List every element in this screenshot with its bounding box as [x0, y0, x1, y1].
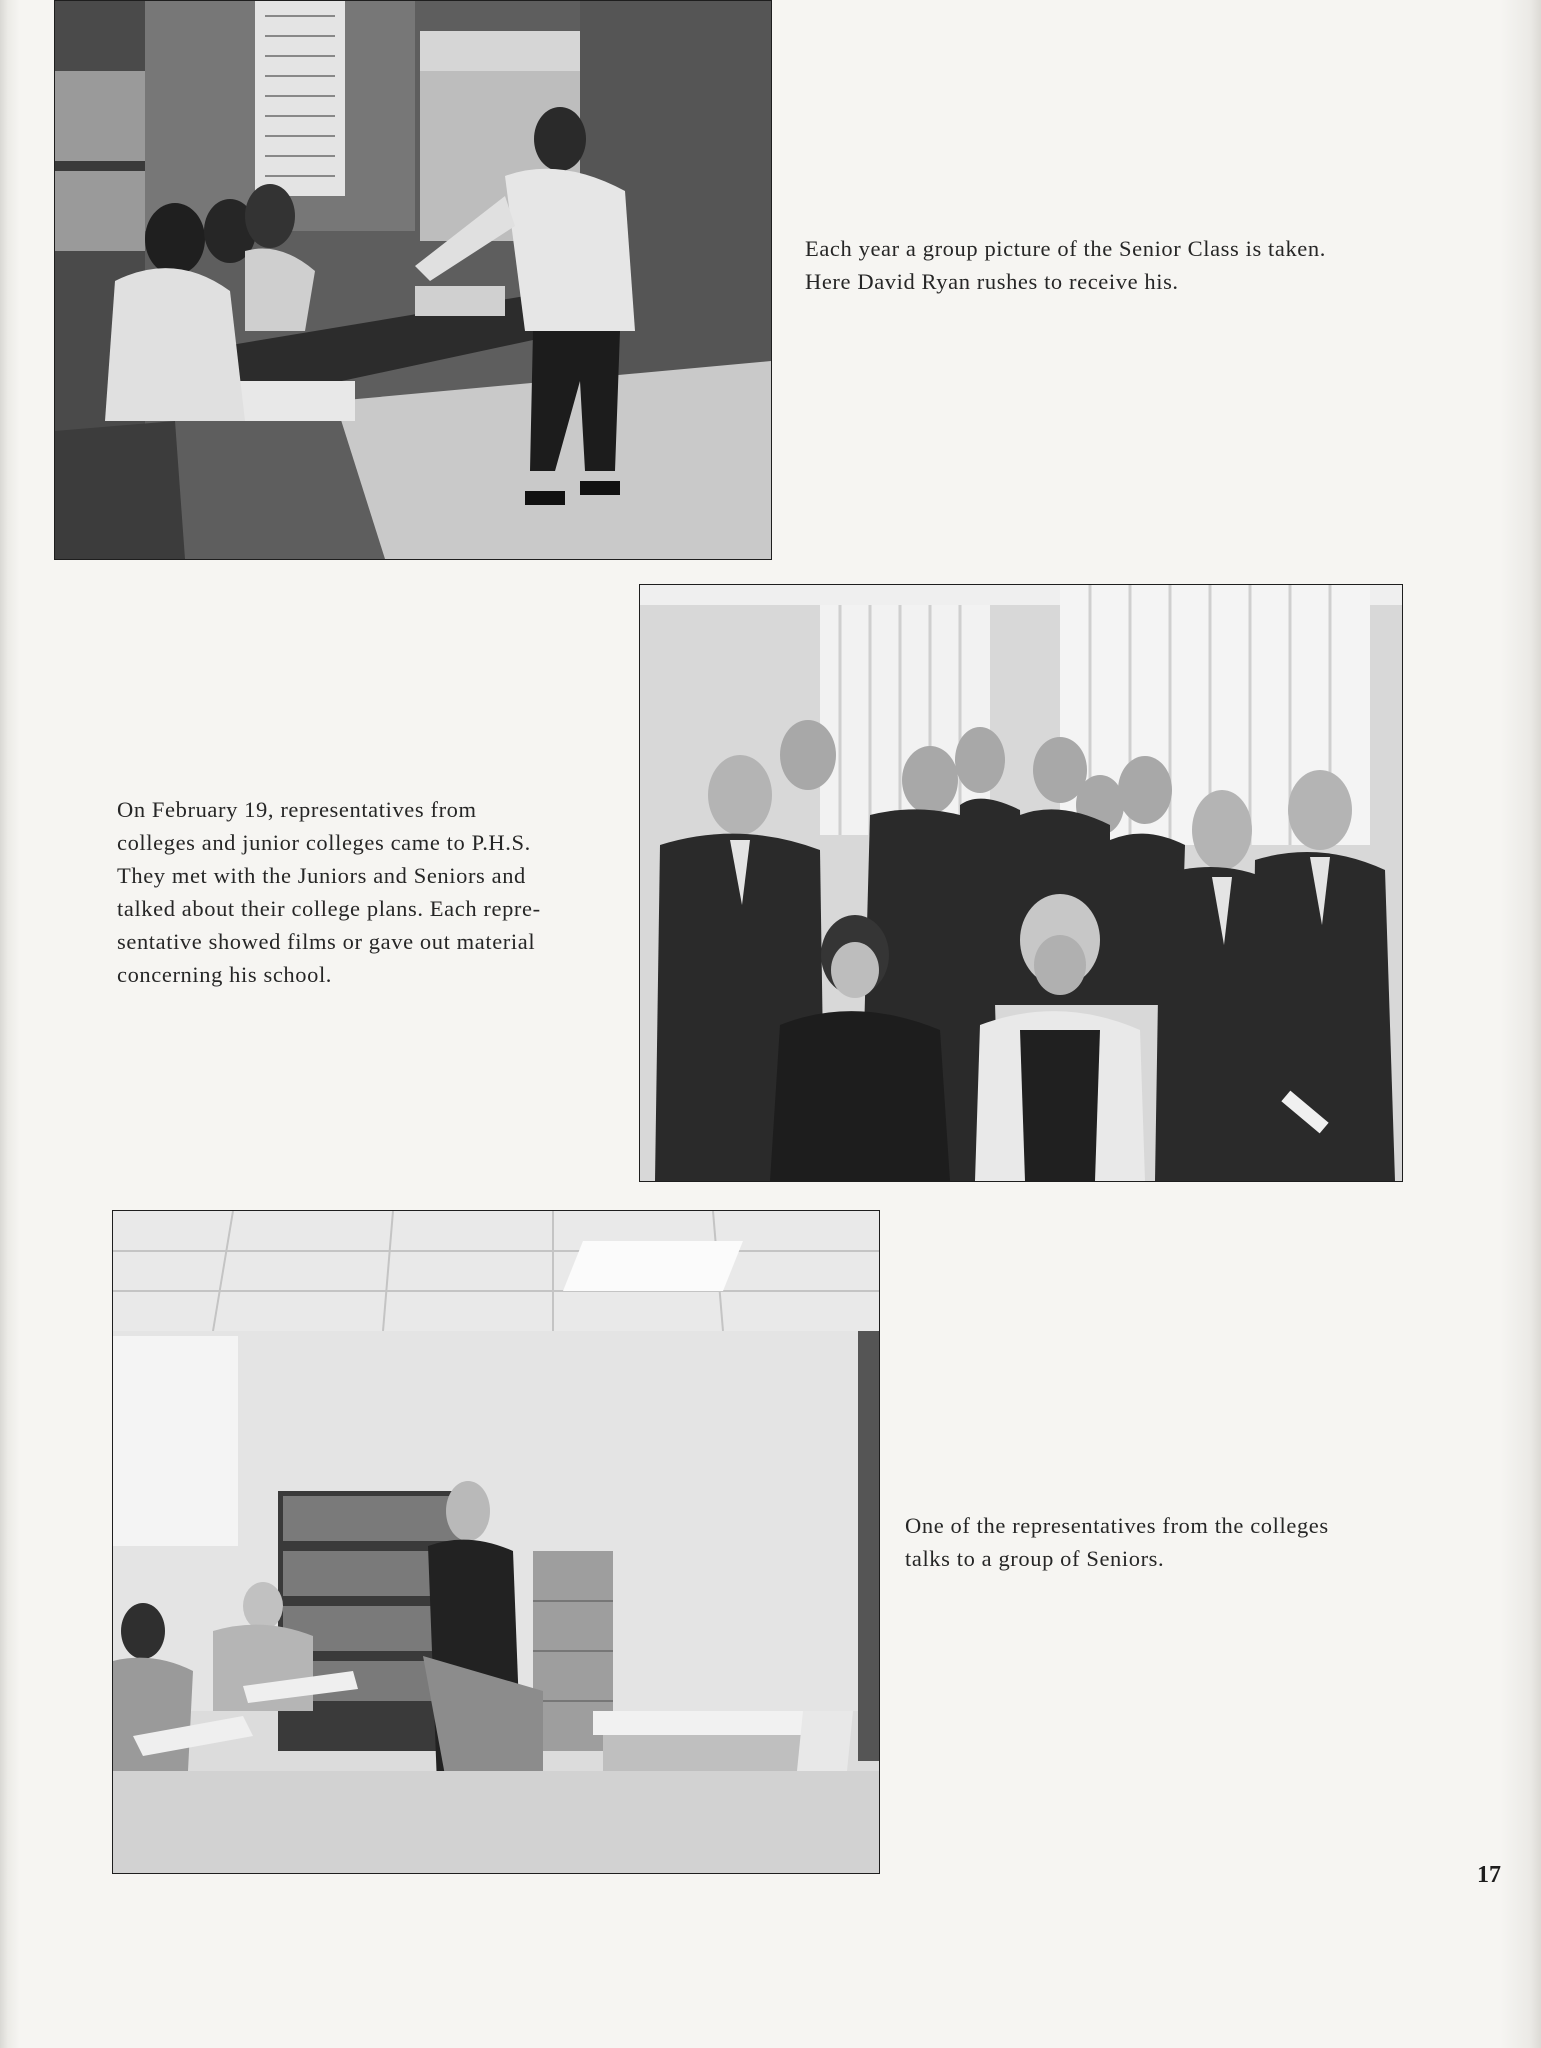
caption-line: Each year a group picture of the Senior Class is taken. [805, 236, 1326, 261]
caption-line: talks to a group of Seniors. [905, 1546, 1165, 1571]
caption-line: concerning his school. [117, 962, 333, 987]
photo-representatives-illustration [640, 585, 1402, 1181]
college-representatives-group-photo [639, 584, 1403, 1182]
caption-line: They met with the Juniors and Seniors and [117, 863, 526, 888]
caption-representative-talks [905, 1509, 1329, 1575]
caption-line: On February 19, representatives from [117, 797, 477, 822]
caption-college-representatives [117, 793, 541, 991]
caption-line: Here David Ryan rushes to receive his. [805, 269, 1179, 294]
caption-line: sentative showed films or gave out material [117, 929, 536, 954]
representative-talks-to-seniors-photo [112, 1210, 880, 1874]
caption-line: talked about their college plans. Each repre- [117, 896, 541, 921]
caption-senior-class-photo [805, 232, 1326, 298]
photo-classroom-illustration [113, 1211, 879, 1873]
senior-class-photo-pickup [54, 0, 772, 560]
caption-line: colleges and junior colleges came to P.H.S. [117, 830, 531, 855]
page-number: 17 [1477, 1862, 1501, 1888]
caption-line: One of the representatives from the colleges [905, 1513, 1329, 1538]
photo-senior-pickup-illustration [55, 1, 771, 559]
